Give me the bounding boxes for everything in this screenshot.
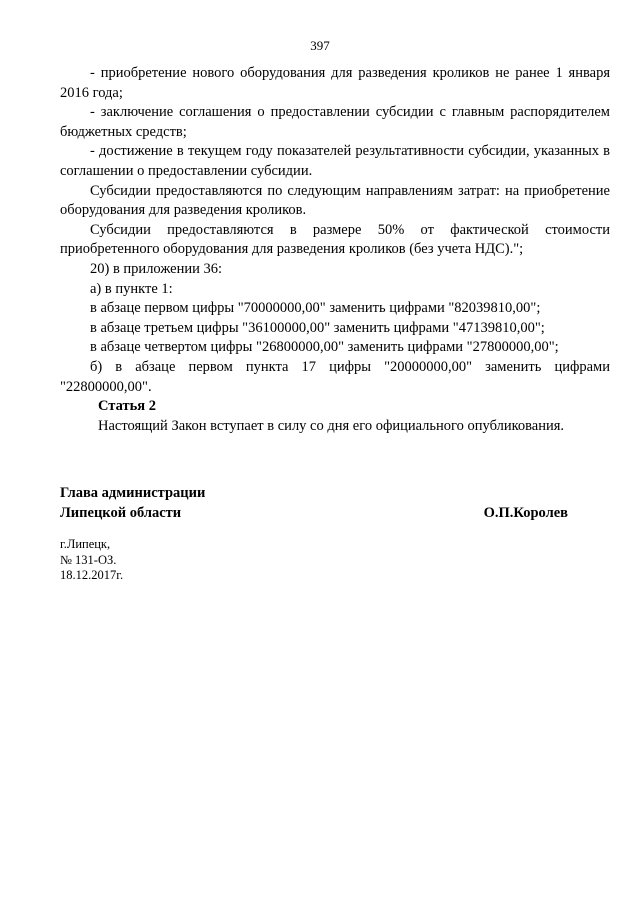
page-number: 397: [310, 38, 330, 53]
law-body-text: [60, 64, 610, 397]
signatory-title-line1: Глава администрации: [60, 485, 206, 501]
paragraph-condition-agreement: - заключение соглашения о предоставлении субсидии с главным распорядителем бюджетных средств;: [60, 104, 610, 140]
paragraph-condition-results: - достижение в текущем году показателей результативности субсидии, указанных в соглашении о предоставлении субсидии.: [60, 143, 610, 179]
paragraph-item-20: 20) в приложении 36:: [90, 260, 223, 277]
article-2: [98, 397, 618, 436]
paragraph-amendment-first: в абзаце первом цифры "70000000,00" заменить цифрами "82039810,00";: [90, 300, 541, 317]
paragraph-subitem-a: а) в пункте 1:: [90, 280, 173, 297]
article-text: Настоящий Закон вступает в силу со дня его официального опубликования.: [98, 417, 565, 434]
paragraph-amendment-third: в абзаце третьем цифры "36100000,00" заменить цифрами "47139810,00";: [90, 319, 545, 336]
document-footer: [60, 537, 123, 584]
paragraph-subitem-b: б) в абзаце первом пункта 17 цифры "20000000,00" заменить цифрами "22800000,00".: [60, 358, 610, 395]
footer-city: г.Липецк,: [60, 537, 111, 551]
footer-law-number: № 131-ОЗ.: [60, 552, 117, 567]
paragraph-subsidy-amount: Субсидии предоставляются в размере 50% от фактической стоимости приобретенного оборудования для разведения кроликов (без учета НДС).";: [60, 221, 610, 258]
paragraph-condition-purchase: - приобретение нового оборудования для разведения кроликов не ранее 1 января 2016 года;: [60, 65, 610, 101]
signatory-name: О.П.Королев: [483, 504, 568, 521]
article-heading: Статья 2: [98, 398, 156, 414]
paragraph-subsidy-directions: Субсидии предоставляются по следующим направлениям затрат: на приобретение оборудования для разведения кроликов.: [60, 182, 610, 219]
paragraph-amendment-fourth: в абзаце четвертом цифры "26800000,00" заменить цифрами "27800000,00";: [90, 339, 559, 356]
signatory-title-line2: Липецкой области: [60, 504, 182, 521]
signature-block: [60, 484, 610, 523]
footer-date: 18.12.2017г.: [60, 568, 124, 582]
